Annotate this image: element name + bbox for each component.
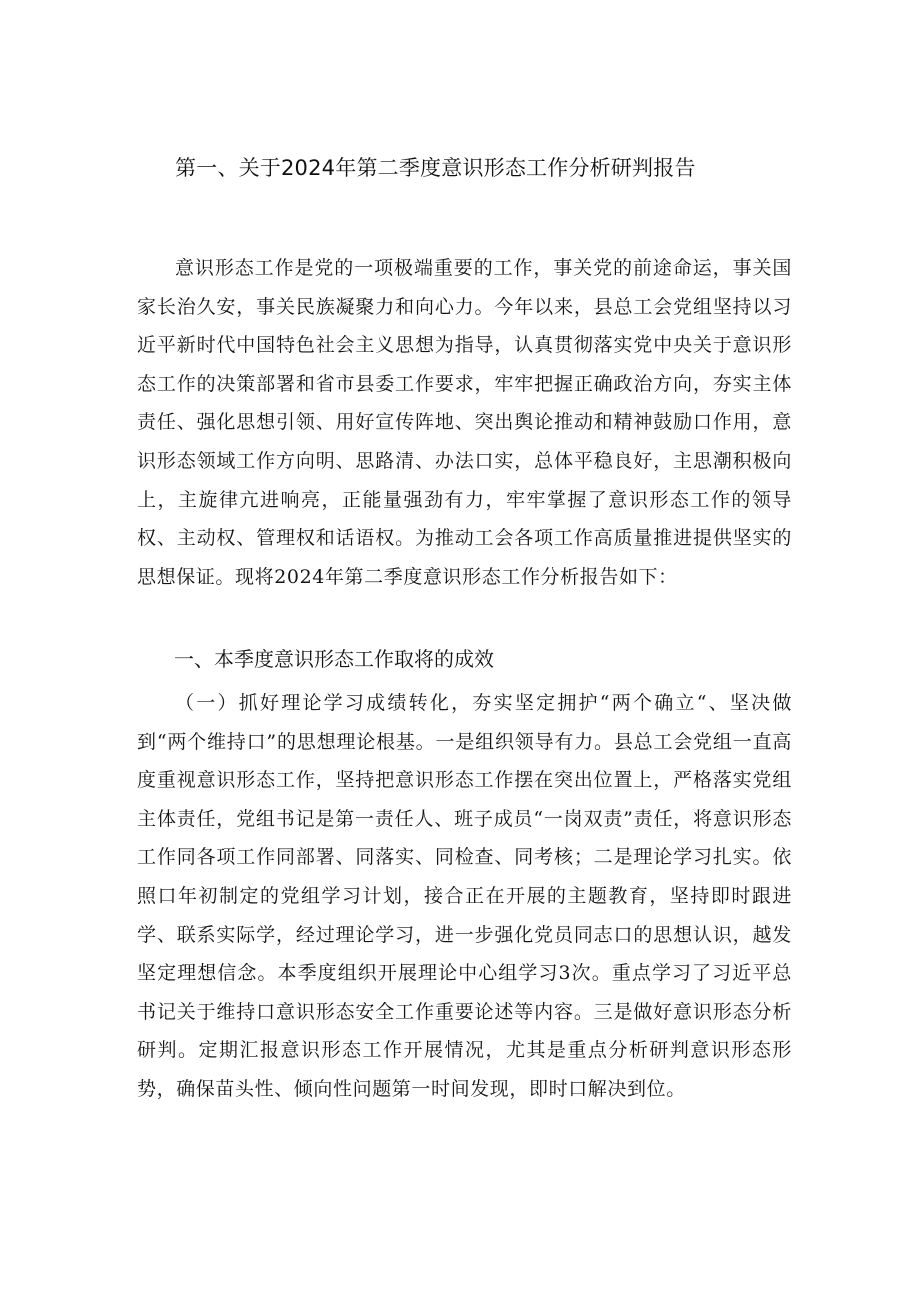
- document-title: 第一、关于2024年第二季度意识形态工作分析研判报告: [175, 156, 696, 180]
- section-heading: 一、本季度意识形态工作取将的成效: [174, 647, 494, 671]
- section-paragraph: （一）抓好理论学习成绩转化，夯实坚定拥护“两个确立“、坚决做到“两个维持口”的思想理论根基。一是组织领导有力。县总工会党组一直高度重视意识形态工作，坚持把意识形态工作摆在突出位置上，严格落实党组主体责任，党组书记是第一责任人、班子成员“一岗双责”责任，将意识形态工作同各项工作同部署、同落实、同检查、同考核；二是理论学习扎实。依照口年初制定的党组学习计划，接合正在开展的主题教育，坚持即时跟进学、联系实际学，经过理论学习，进一步强化党员同志口的思想认识，越发坚定理想信念。本季度组织开展理论中心组学习3次。重点学习了习近平总书记关于维持口意识形态安全工作重要论述等内容。三是做好意识形态分析研判。定期汇报意识形态工作开展情况，尤其是重点分析研判意识形态形势，确保苗头性、倾向性问题第一时间发现，即时口解决到位。: [137, 692, 792, 1100]
- intro-paragraph: 意识形态工作是党的一项极端重要的工作，事关党的前途命运，事关国家长治久安，事关民族凝聚力和向心力。今年以来，县总工会党组坚持以习近平新时代中国特色社会主义思想为指导，认真贯彻落实党中央关于意识形态工作的决策部署和省市县委工作要求，牢牢把握正确政治方向，夯实主体责任、强化思想引领、用好宣传阵地、突出舆论推动和精神鼓励口作用，意识形态领域工作方向明、思路清、办法口实，总体平稳良好，主思潮积极向上，主旋律亢进响亮，正能量强劲有力，牢牢掌握了意识形态工作的领导权、主动权、管理权和话语权。为推动工会各项工作高质量推进提供坚实的思想保证。现将2024年第二季度意识形态工作分析报告如下：: [137, 257, 792, 588]
